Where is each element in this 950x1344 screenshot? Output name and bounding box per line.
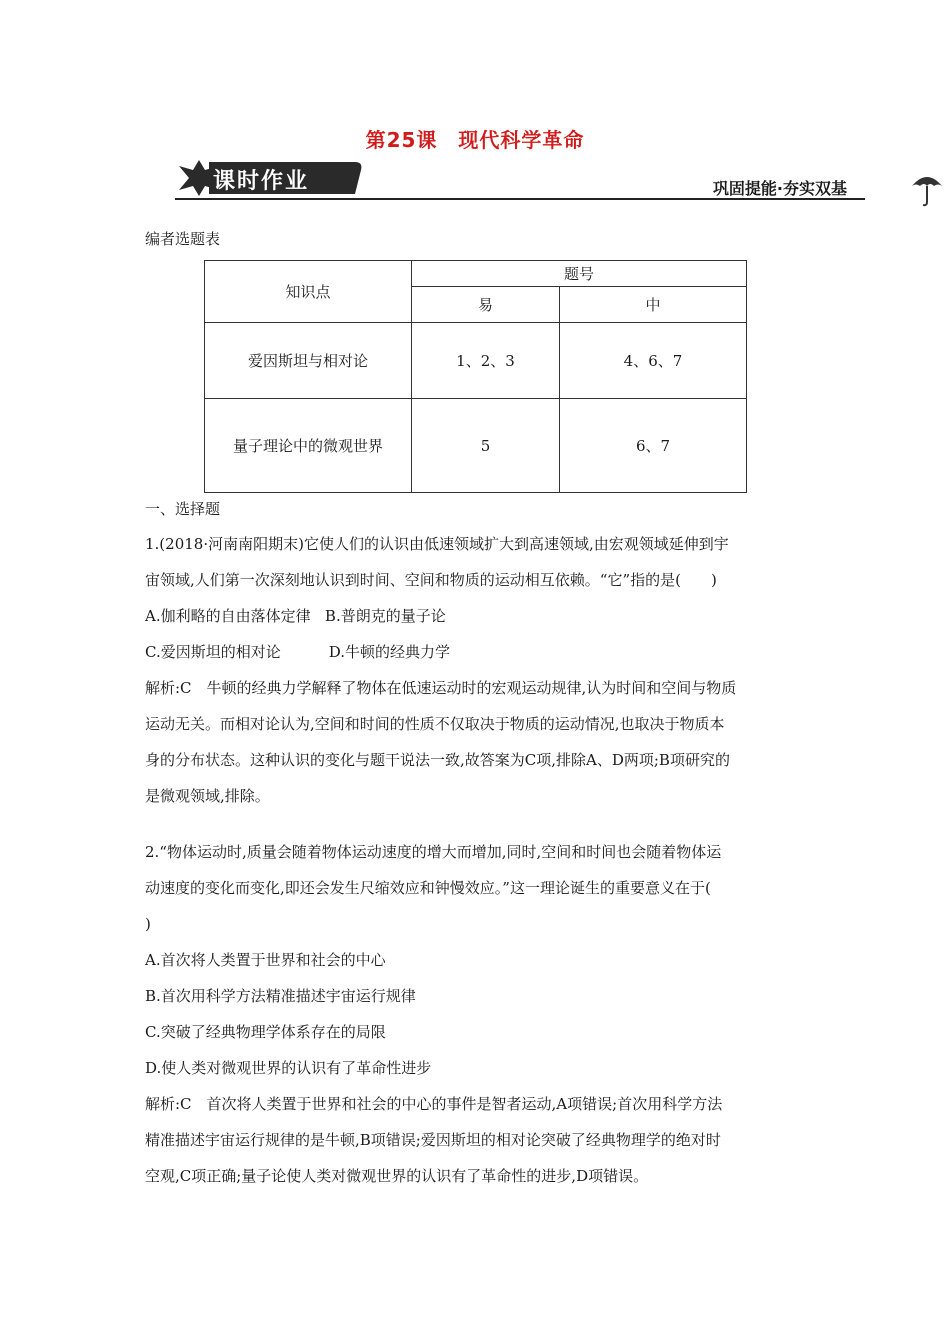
section-banner xyxy=(175,158,865,204)
row-medium: 6、7 xyxy=(560,399,747,493)
option-a: A.伽利略的自由落体定律 xyxy=(145,607,311,625)
row-easy: 1、2、3 xyxy=(412,323,560,399)
umbrella-icon xyxy=(910,170,944,208)
answer-line: 运动无关。而相对论认为,空间和时间的性质不仅取决于物质的运动情况,也取决于物质本 xyxy=(145,715,725,733)
answer-line: 解析:C 牛顿的经典力学解释了物体在低速运动时的宏观运动规律,认为时间和空间与物质 xyxy=(145,679,737,697)
selection-table-label: 编者选题表 xyxy=(145,230,221,248)
question-stem-line: 2.“物体运动时,质量会随着物体运动速度的增大而增加,同时,空间和时间也会随着物体运 xyxy=(145,843,722,861)
table-row xyxy=(205,399,747,493)
row-medium: 4、6、7 xyxy=(560,323,747,399)
banner-slogan: 巩固提能·夯实双基 xyxy=(712,179,847,198)
header-easy: 易 xyxy=(412,287,560,323)
question-stem-line: 1.(2018·河南南阳期末)它使人们的认识由低速领域扩大到高速领域,由宏观领域延伸到宇 xyxy=(145,535,729,553)
option-c: C.爱因斯坦的相对论 xyxy=(145,643,281,661)
header-number: 题号 xyxy=(412,261,747,287)
option-row xyxy=(145,634,810,670)
question-stem-line: 动速度的变化而变化,即还会发生尺缩效应和钟慢效应。”这一理论诞生的重要意义在于( xyxy=(145,879,711,897)
answer-line: 解析:C 首次将人类置于世界和社会的中心的事件是智者运动,A项错误;首次用科学方法 xyxy=(145,1095,723,1113)
option-b: B.普朗克的量子论 xyxy=(324,607,446,625)
answer-line: 精准描述宇宙运行规律的是牛顿,B项错误;爱因斯坦的相对论突破了经典物理学的绝对时 xyxy=(145,1131,721,1149)
answer-line: 身的分布状态。这种认识的变化与题干说法一致,故答案为C项,排除A、D两项;B项研究的 xyxy=(145,751,730,769)
row-easy: 5 xyxy=(412,399,560,493)
answer-line: 空观,C项正确;量子论使人类对微观世界的认识有了革命性的进步,D项错误。 xyxy=(145,1167,649,1185)
option-c: C.突破了经典物理学体系存在的局限 xyxy=(145,1023,386,1041)
table-row xyxy=(205,323,747,399)
question-2 xyxy=(145,834,810,1194)
header-medium: 中 xyxy=(560,287,747,323)
option-b: B.首次用科学方法精准描述宇宙运行规律 xyxy=(145,987,416,1005)
option-a: A.首次将人类置于世界和社会的中心 xyxy=(145,951,386,969)
question-stem-line: 宙领域,人们第一次深刻地认识到时间、空间和物质的运动相互依赖。“它”指的是( ) xyxy=(145,571,717,589)
answer-line: 是微观领域,排除。 xyxy=(145,787,270,805)
option-d: D.牛顿的经典力学 xyxy=(328,643,450,661)
question-1 xyxy=(145,526,810,814)
row-topic: 爱因斯坦与相对论 xyxy=(205,323,412,399)
banner-tag-text: 课时作业 xyxy=(213,169,310,194)
header-knowledge: 知识点 xyxy=(205,261,412,323)
selection-table xyxy=(204,260,747,493)
option-row xyxy=(145,598,810,634)
question-stem-line: ) xyxy=(145,915,151,933)
section-heading: 一、选择题 xyxy=(145,500,221,518)
option-d: D.使人类对微观世界的认识有了革命性进步 xyxy=(145,1059,432,1077)
page-title: 第25课 现代科学革命 xyxy=(365,128,585,152)
row-topic: 量子理论中的微观世界 xyxy=(205,399,412,493)
